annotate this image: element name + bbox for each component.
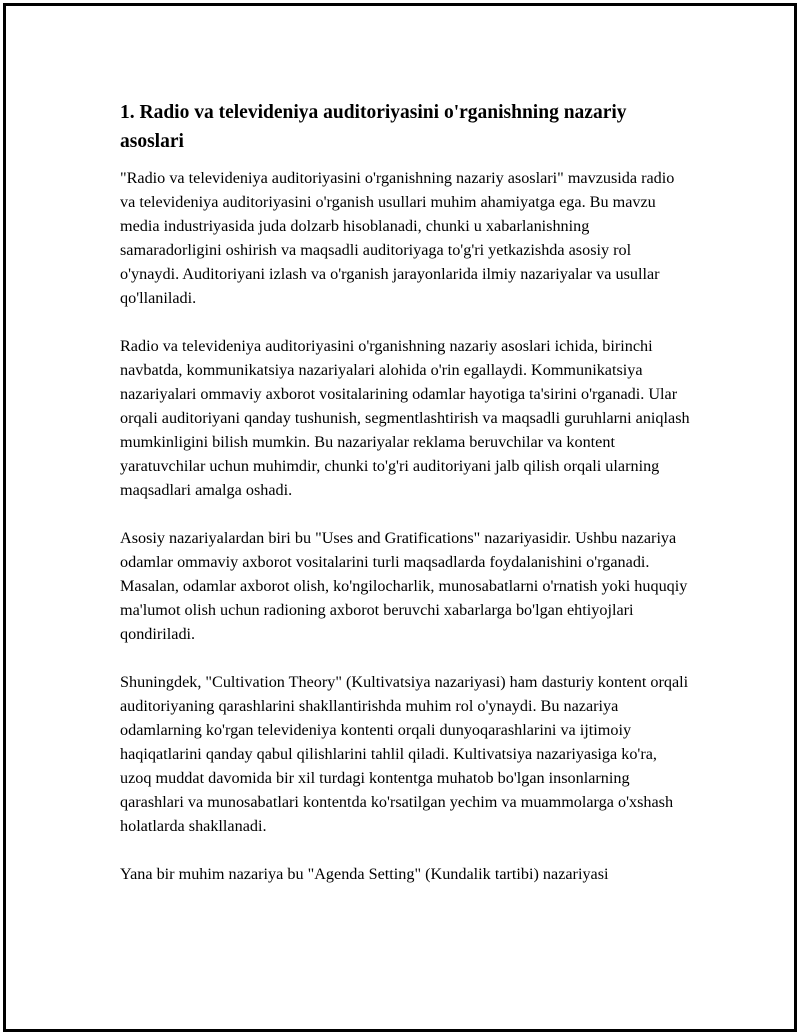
paragraph-3: Asosiy nazariyalardan biri bu "Uses and Gratifications" nazariyasidir. Ushbu nazariya odamlar ommaviy axborot vositalarini turli maqsadlarda foydalanishini o'rganadi. Masalan, odamlar axborot olish, ko'ngilocharlik, munosabatlarni o'rnatish yoki huquqiy ma'lumot olish uchun radioning axborot beruvchi xabarlarga bo'lgan ehtiyojlari qondiriladi. xyxy=(120,529,688,643)
section-heading: 1. Radio va televideniya auditoriyasini o'rganishning nazariy asoslari xyxy=(120,102,627,152)
paragraph-4: Shuningdek, "Cultivation Theory" (Kultivatsiya nazariyasi) ham dasturiy kontent orqali auditoriyaning qarashlarini shakllantirishda muhim rol o'ynaydi. Bu nazariya odamlarning ko'rgan televideniya kontenti orqali dunyoqarashlarini va ijtimoiy haqiqatlarini qanday qabul qilishlarini tahlil qiladi. Kultivatsiya nazariyasiga ko'ra, uzoq muddat davomida bir xil turdagi kontentga muhatob bo'lgan insonlarning qarashlari va munosabatlari kontentda ko'rsatilgan yechim va muammolarga o'xshash holatlarda shakllanadi. xyxy=(120,673,689,835)
document-page xyxy=(3,3,797,1032)
paragraph-2: Radio va televideniya auditoriyasini o'rganishning nazariy asoslari ichida, birinchi navbatda, kommunikatsiya nazariyalari alohida o'rin egallaydi. Kommunikatsiya nazariyalari ommaviy axborot vositalarining odamlar hayotiga ta'sirini o'rganadi. Ular orqali auditoriyani qanday tushunish, segmentlashtirish va maqsadli guruhlarni aniqlash mumkinligini bilish mumkin. Bu nazariyalar reklama beruvchilar va kontent yaratuvchilar uchun muhimdir, chunki to'g'ri auditoriyani jalb qilish orqali ularning maqsadlari amalga oshadi. xyxy=(120,337,690,499)
paragraph-5: Yana bir muhim nazariya bu "Agenda Setting" (Kundalik tartibi) nazariyasi xyxy=(120,865,609,883)
paragraph-1: "Radio va televideniya auditoriyasini o'rganishning nazariy asoslari" mavzusida radio va televideniya auditoriyasini o'rganish usullari muhim ahamiyatga ega. Bu mavzu media industriyasida juda dolzarb hisoblanadi, chunki u xabarlanishning samaradorligini oshirish va maqsadli auditoriyaga to'g'ri yetkazishda asosiy rol o'ynaydi. Auditoriyani izlash va o'rganish jarayonlarida ilmiy nazariyalar va usullar qo'llaniladi. xyxy=(120,169,675,307)
document-body xyxy=(120,98,690,910)
